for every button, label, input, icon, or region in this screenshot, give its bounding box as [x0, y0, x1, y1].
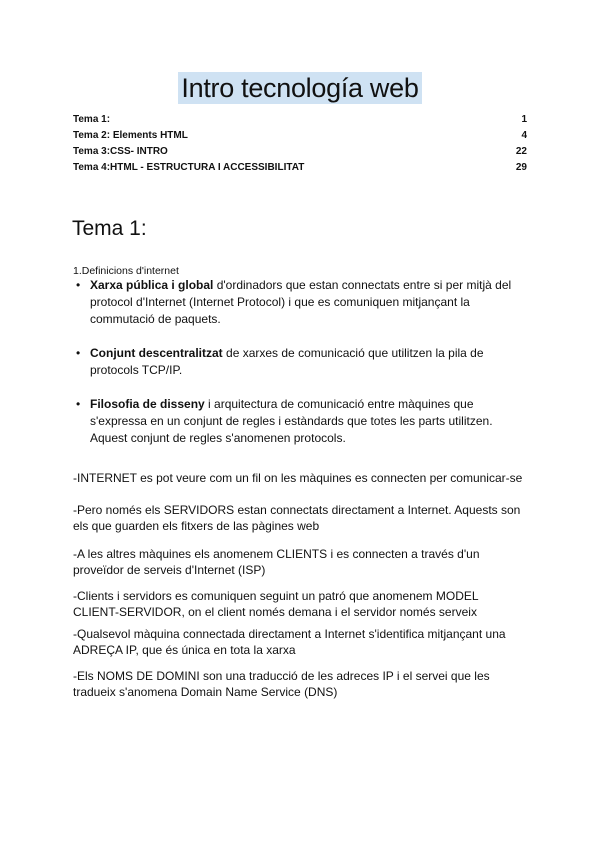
paragraph: -Pero només els SERVIDORS estan connectats directament a Internet. Aquests son els que guarden els fitxers de las pàgines web	[73, 503, 521, 533]
toc-entry[interactable]	[73, 112, 527, 128]
toc-entry-page: 4	[521, 130, 527, 141]
paragraph: -INTERNET es pot veure com un fil on les màquines es connecten per comunicar-se	[73, 471, 523, 485]
paragraph: -Clients i servidors es comuniquen seguint un patró que anomenem MODEL CLIENT-SERVIDOR, on el client només demana i el servidor només serveix	[73, 589, 479, 619]
toc-entry-page: 29	[515, 162, 527, 173]
bullet-text: d'ordinadors que estan connectats entre si per mitjà del protocol d'Internet (Internet Protocol) i que es comuniquen mitjançant la commutació de paquets.	[90, 278, 512, 326]
title-container	[0, 72, 600, 104]
toc-entry[interactable]	[73, 144, 527, 160]
bullet-term: Filosofia de disseny	[90, 397, 205, 411]
section-heading: Tema 1:	[72, 217, 147, 240]
bullet-text: i arquitectura de comunicació entre màquines que s'expressa en un conjunt de regles i estàndards que totes les parts utilitzen. Aquest conjunt de regles s'anomenen protocols.	[90, 397, 493, 445]
document-title: Intro tecnología web	[178, 72, 421, 104]
toc-entry-label: Tema 2: Elements HTML	[73, 130, 188, 141]
bullet-term: Xarxa pública i global	[90, 278, 214, 292]
toc-entry-label: Tema 4:HTML - ESTRUCTURA I ACCESSIBILITAT	[73, 162, 305, 173]
bullet-text: de xarxes de comunicació que utilitzen la pila de protocols TCP/IP.	[90, 346, 484, 377]
subheading: 1.Definicions d'internet	[73, 265, 179, 277]
toc-entry[interactable]	[73, 160, 527, 176]
toc-entry-label: Tema 1:	[73, 114, 111, 125]
definitions-list	[73, 277, 513, 464]
paragraph: -Qualsevol màquina connectada directament a Internet s'identifica mitjançant una ADREÇA IP, que és única en tota la xarxa	[73, 627, 506, 657]
list-item	[73, 345, 513, 379]
list-item	[73, 277, 513, 328]
toc-entry-page: 22	[515, 146, 527, 157]
list-item	[73, 396, 513, 447]
bullet-term: Conjunt descentralitzat	[90, 346, 223, 360]
paragraph: -A les altres màquines els anomenem CLIENTS i es connecten a través d'un proveïdor de serveis d'Internet (ISP)	[73, 547, 480, 577]
toc-entry-page: 1	[521, 114, 527, 125]
table-of-contents	[73, 112, 527, 176]
paragraph: -Els NOMS DE DOMINI son una traducció de les adreces IP i el servei que les tradueix s'anomena Domain Name Service (DNS)	[73, 669, 490, 699]
toc-entry-label: Tema 3:CSS- INTRO	[73, 146, 168, 157]
toc-entry[interactable]	[73, 128, 527, 144]
